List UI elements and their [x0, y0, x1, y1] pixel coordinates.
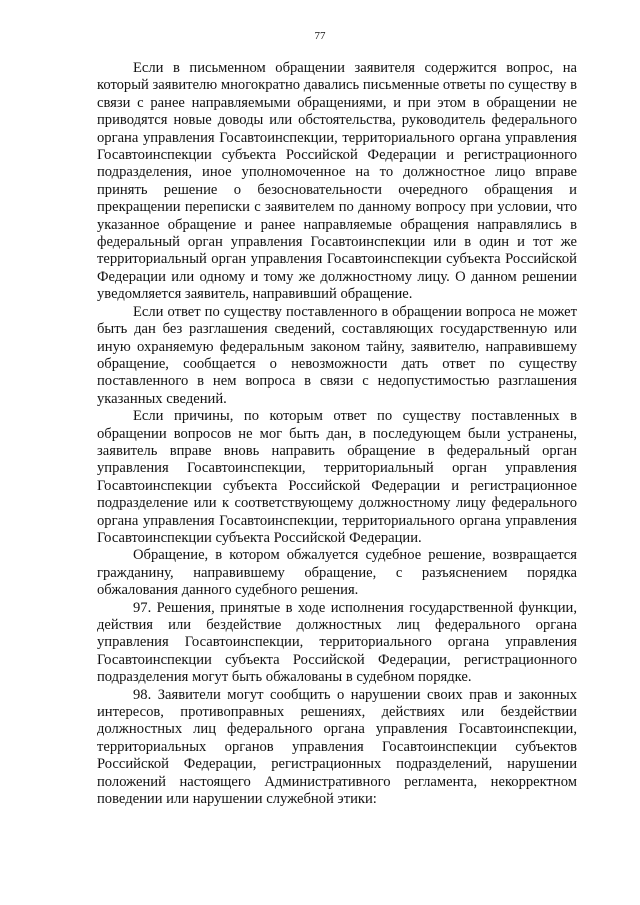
- page-number: 77: [314, 30, 326, 42]
- paragraph-reasons-eliminated: Если причины, по которым ответ по существу поставленных в обращении вопросов не мог быть дан, в последующем были устранены, заявитель вправе вновь направить обращение в федеральный орган управления Госавтоинспекции, территориальный орган управления Госавтоинспекции субъекта Российской Федерации и регистрационное подразделение или к соответствующему должностному лицу федерального органа управления Госавтоинспекции, территориального органа управления Госавтоинспекции субъекта Российской Федерации.: [97, 408, 577, 546]
- paragraph-98: 98. Заявители могут сообщить о нарушении своих прав и законных интересов, противоправных решениях, действиях или бездействии должностных лиц федерального органа управления Госавтоинспекции, территориальных органов управления Госавтоинспекции субъектов Российской Федерации, регистрационных подразделений, нарушении положений настоящего Административного регламента, некорректном поведении или нарушении служебной этики:: [97, 686, 577, 808]
- paragraph-court-decision: Обращение, в котором обжалуется судебное решение, возвращается гражданину, направившему обращение, с разъяснением порядка обжалования данного судебного решения.: [97, 547, 577, 599]
- paragraph-repeat-appeal: Если в письменном обращении заявителя содержится вопрос, на который заявителю многократно давались письменные ответы по существу в связи с ранее направляемыми обращениями, и при этом в обращении не приводятся новые доводы или обстоятельства, руководитель федерального органа управления Госавтоинспекции, территориального органа управления Госавтоинспекции субъекта Российской Федерации и регистрационного подразделения, иное уполномоченное на то должностное лицо вправе принять решение о безосновательности очередного обращения и прекращении переписки с заявителем по данному вопросу при условии, что указанное обращение и ранее направляемые обращения направлялись в федеральный орган управления Госавтоинспекции или в один и тот же территориальный орган управления Госавтоинспекции субъекта Российской Федерации или одному и тому же должностному лицу. О данном решении уведомляется заявитель, направивший обращение.: [97, 60, 577, 303]
- body-text: [97, 60, 577, 808]
- paragraph-state-secret: Если ответ по существу поставленного в обращении вопроса не может быть дан без разглашения сведений, составляющих государственную или иную охраняемую федеральным законом тайну, заявителю, направившему обращение, сообщается о невозможности дать ответ по существу поставленного в нем вопроса в связи с недопустимостью разглашения указанных сведений.: [97, 303, 577, 407]
- paragraph-97: 97. Решения, принятые в ходе исполнения государственной функции, действия или бездействие должностных лиц федерального органа управления Госавтоинспекции, территориального органа управления Госавтоинспекции субъекта Российской Федерации, регистрационного подразделения могут быть обжалованы в судебном порядке.: [97, 599, 577, 686]
